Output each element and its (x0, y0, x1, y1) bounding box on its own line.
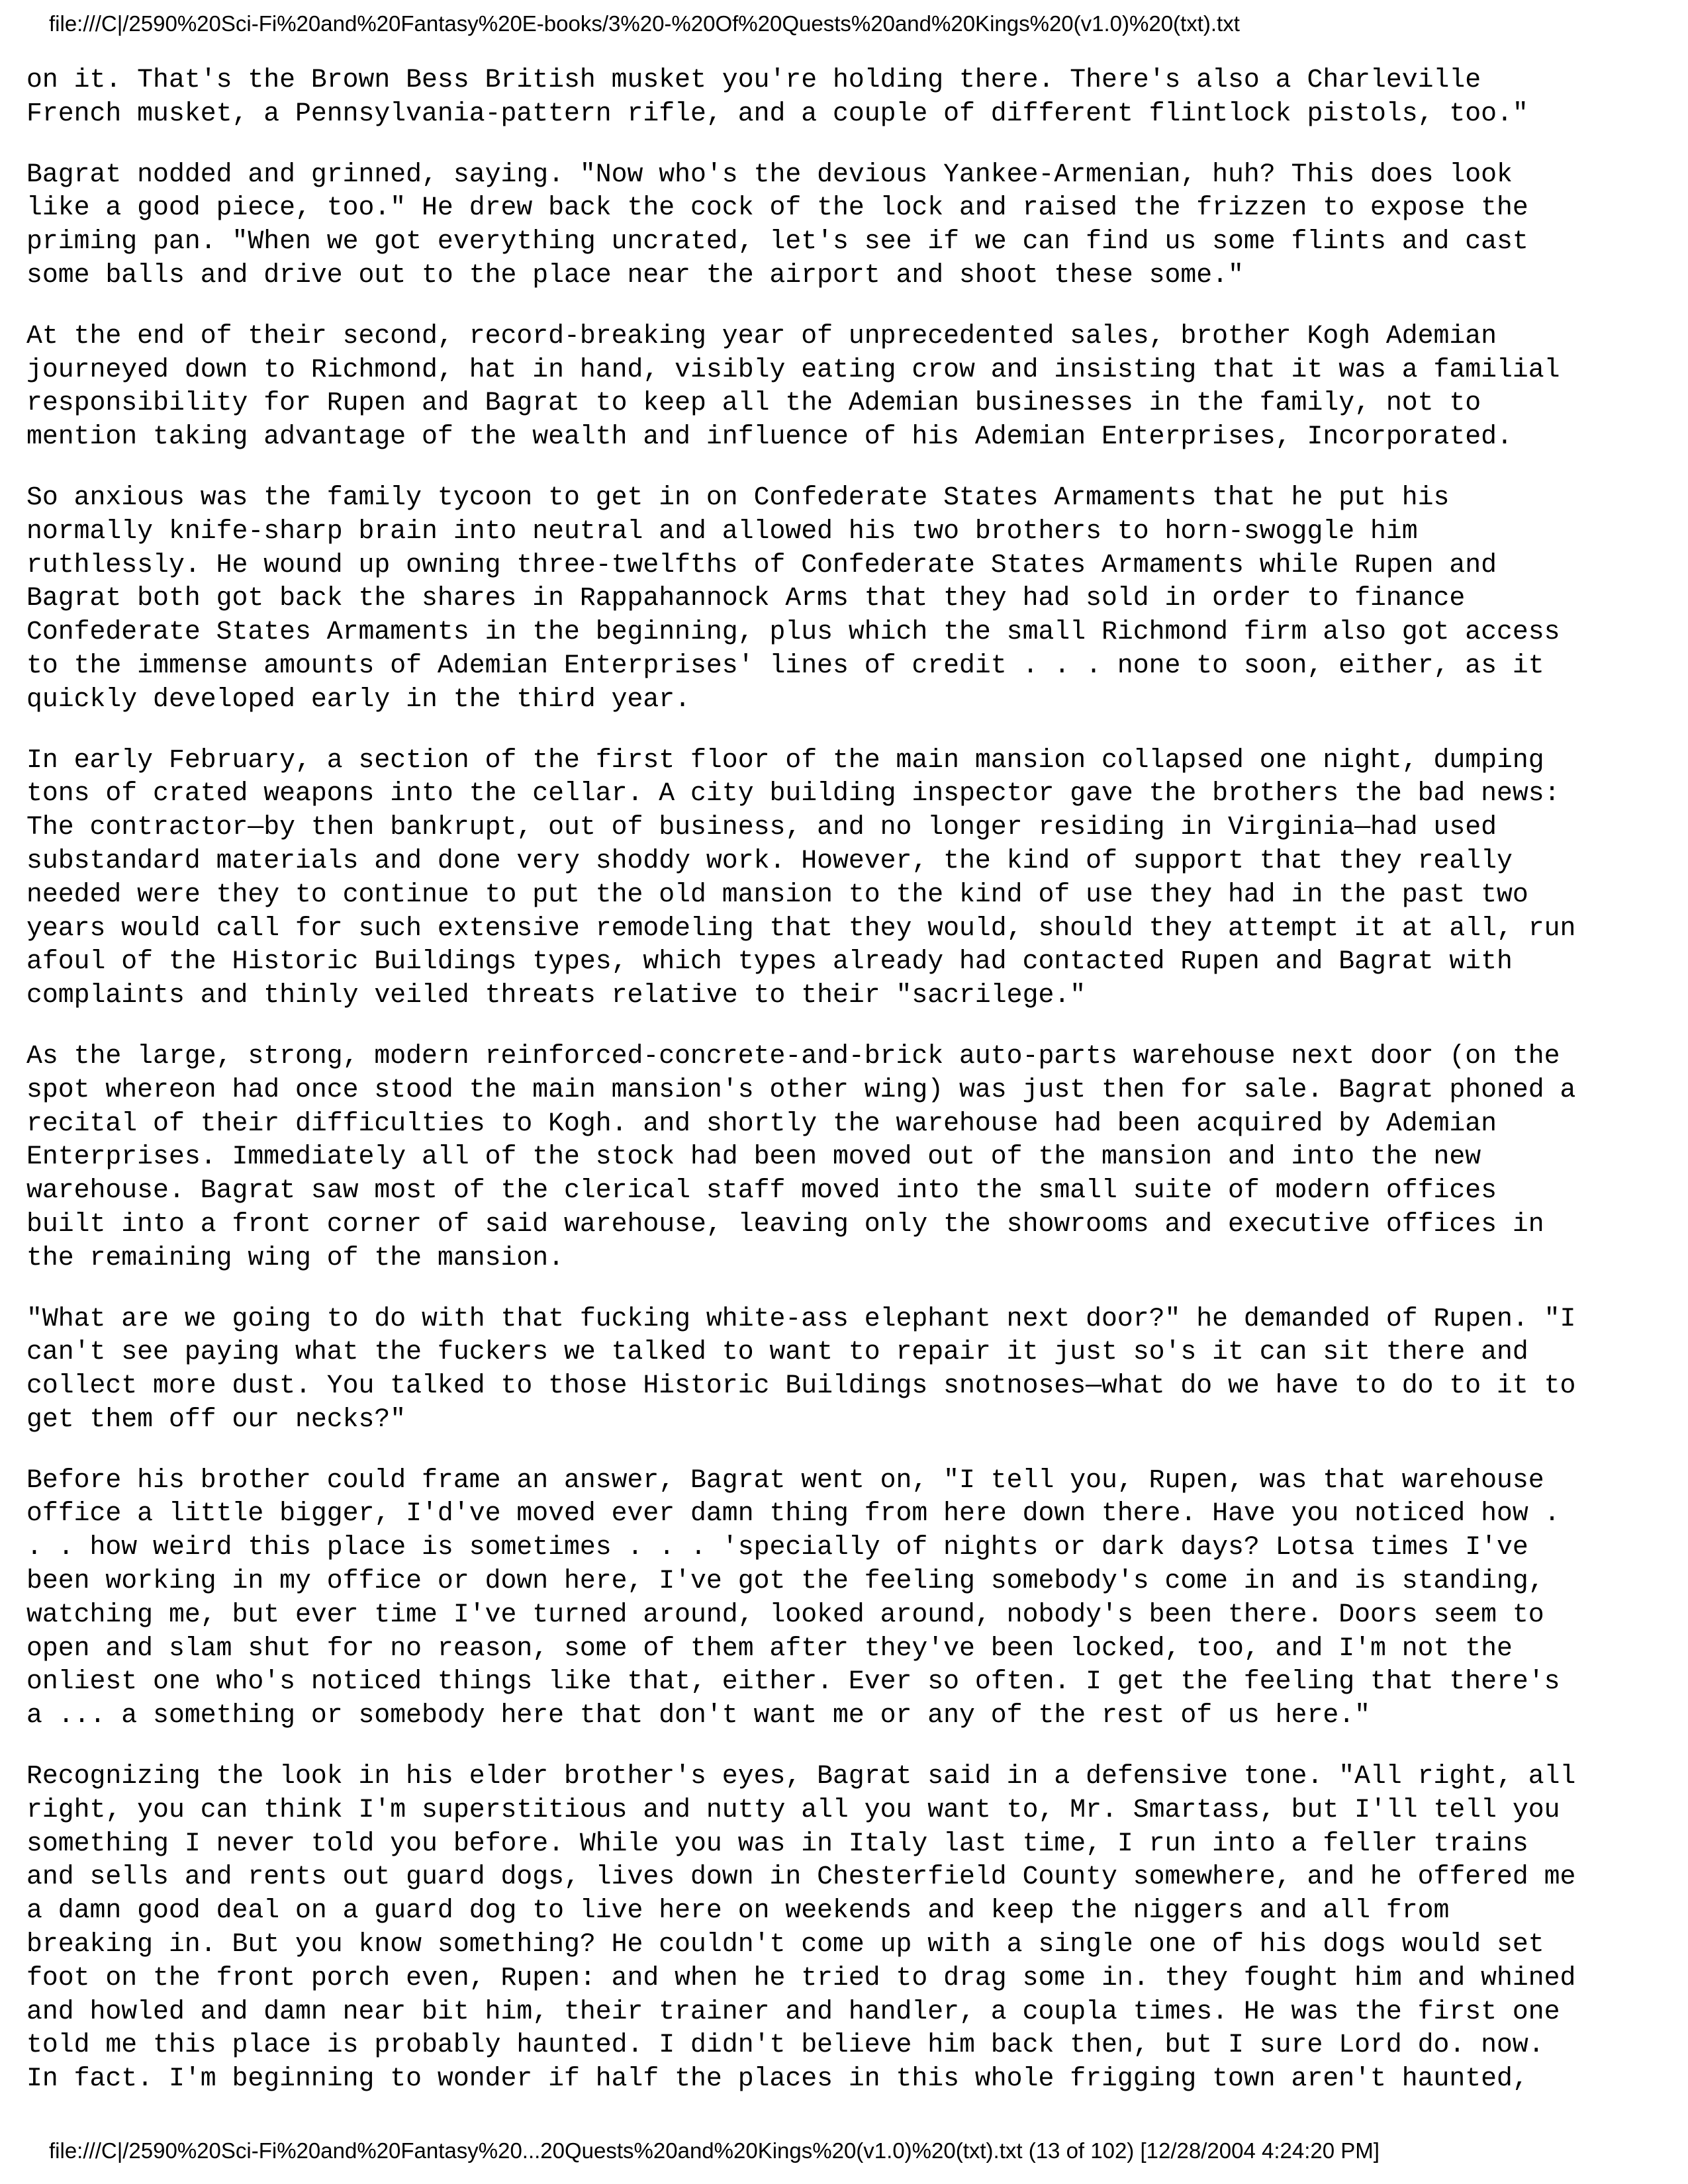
document-body (26, 64, 1665, 2094)
paragraph-2: Bagrat nodded and grinned, saying. "Now who's the devious Yankee-Armenian, huh? This does look like a good piece, too." He drew back the cock of the lock and raised the frizzen to expose the priming pan. "When we got everything uncrated, let's see if we can find us some flints and cast some balls and drive out to the place near the airport and shoot these some." (26, 159, 1528, 290)
paragraph-4: So anxious was the family tycoon to get in on Confederate States Armaments that he put his normally knife-sharp brain into neutral and allowed his two brothers to horn-swoggle him ruthlessly. He wound up owning three-twelfths of Confederate States Armaments while Rupen and Bagrat both got back the shares in Rappahannock Arms that they had sold in order to finance Confederate States Armaments in the beginning, plus which the small Richmond firm also got access to the immense amounts of Ademian Enterprises' lines of credit . . . none to soon, either, as it quickly developed early in the third year. (26, 482, 1560, 714)
page-footer: file:///C|/2590%20Sci-Fi%20and%20Fantasy%20...20Quests%20and%20Kings%20(v1.0)%20(txt).txt (13 of 102) [12/28/2004 4:24:20 PM] (49, 2138, 1380, 2163)
paragraph-3: At the end of their second, record-breaking year of unprecedented sales, brother Kogh Ademian journeyed down to Richmond, hat in hand, visibly eating crow and insisting that it was a familial responsibility for Rupen and Bagrat to keep all the Ademian businesses in the family, not to mention taking advantage of the wealth and influence of his Ademian Enterprises, Incorporated. (26, 320, 1560, 452)
paragraph-1: on it. That's the Brown Bess British musket you're holding there. There's also a Charleville French musket, a Pennsylvania-pattern rifle, and a couple of different flintlock pistols, too." (26, 65, 1528, 128)
paragraph-9: Recognizing the look in his elder brother's eyes, Bagrat said in a defensive tone. "All right, all right, you can think I'm superstitious and nutty all you want to, Mr. Smartass, but I'll tell you something I never told you before. While you was in Italy last time, I run into a feller trains and sells and rents out guard dogs, lives down in Chesterfield County somewhere, and he offered me a damn good deal on a guard dog to live here on weekends and keep the niggers and all from breaking in. But you know something? He couldn't come up with a single one of his dogs would set foot on the front porch even, Rupen: and when he tried to drag some in. they fought him and whined and howled and damn near bit him, their trainer and handler, a coupla times. He was the first one told me this place is probably haunted. I didn't believe him back then, but I sure Lord do. now. In fact. I'm beginning to wonder if half the places in this whole frigging town aren't haunted, (26, 1761, 1576, 2094)
paragraph-6: As the large, strong, modern reinforced-concrete-and-brick auto-parts warehouse next door (on the spot whereon had once stood the main mansion's other wing) was just then for sale. Bagrat phoned a recital of their difficulties to Kogh. and shortly the warehouse had been acquired by Ademian Enterprises. Immediately all of the stock had been moved out of the mansion and into the new warehouse. Bagrat saw most of the clerical staff moved into the small suite of modern offices built into a front corner of said warehouse, leaving only the showrooms and executive offices in the remaining wing of the mansion. (26, 1040, 1576, 1273)
paragraph-7: "What are we going to do with that fucking white-ass elephant next door?" he demanded of Rupen. "I can't see paying what the fuckers we talked to want to repair it just so's it can sit there and collect more dust. You talked to those Historic Buildings snotnoses—what do we have to do to it to get them off our necks?" (26, 1303, 1576, 1434)
paragraph-8: Before his brother could frame an answer, Bagrat went on, "I tell you, Rupen, was that warehouse office a little bigger, I'd've moved ever damn thing from here down there. Have you noticed how . . . how weird this place is sometimes . . . 'specially of nights or dark days? Lotsa times I've been working in my office or down here, I've got the feeling somebody's come in and is standing, watching me, but ever time I've turned around, looked around, nobody's been there. Doors seem to open and slam shut for no reason, some of them after they've been locked, too, and I'm not the onliest one who's noticed things like that, either. Ever so often. I get the feeling that there's a ... a something or somebody here that don't want me or any of the rest of us here." (26, 1465, 1560, 1731)
paragraph-5: In early February, a section of the first floor of the main mansion collapsed one night, dumping tons of crated weapons into the cellar. A city building inspector gave the brothers the bad news: The contractor—by then bankrupt, out of business, and no longer residing in Virginia—had used substandard materials and done very shoddy work. However, the kind of support that they really needed were they to continue to put the old mansion to the kind of use they had in the past two years would call for such extensive remodeling that they would, should they attempt it at all, run afoul of the Historic Buildings types, which types already had contacted Rupen and Bagrat with complaints and thinly veiled threats relative to their "sacrilege." (26, 745, 1576, 1011)
page-header-path: file:///C|/2590%20Sci-Fi%20and%20Fantasy%20E-books/3%20-%20Of%20Quests%20and%20Kings%20(v1.0)%20(txt).txt (49, 11, 1240, 36)
